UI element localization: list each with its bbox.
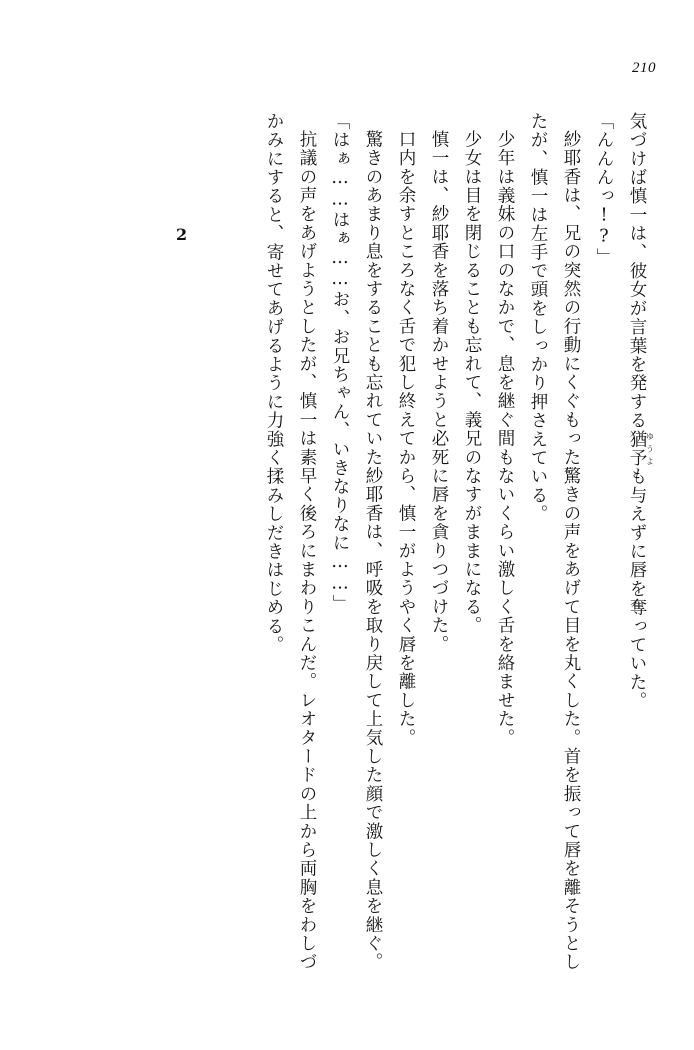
paragraph-3: 紗耶香は、兄の突然の行動にくぐもった驚きの声をあげて目を丸くした。首を振って唇を離そうとしたが、慎一は左手で頭をしっかり押さえている。 bbox=[528, 112, 581, 971]
paragraph-7: 口内を余すところなく舌で犯し終えてから、慎一がようやく唇を離した。 bbox=[396, 129, 416, 747]
paragraph-1: 気づけば慎一は、彼女が言葉を発する猶予ゆうよも与えずに唇を奪っていた。 bbox=[627, 112, 655, 711]
paragraph-5: 少女は目を閉じることも忘れて、義兄のなすがままになる。 bbox=[462, 129, 482, 635]
page-number: 210 bbox=[632, 60, 656, 76]
section-marker: 2 bbox=[176, 225, 188, 244]
paragraph-6: 慎一は、紗耶香を落ち着かせようと必死に唇を貪りつづけた。 bbox=[429, 129, 449, 654]
paragraph-9: 「はぁ……はぁ……お、お兄ちゃん、いきなりなに……」 bbox=[330, 112, 350, 614]
paragraph-2: 「んんんっ!?」 bbox=[594, 112, 614, 267]
paragraph-4: 少年は義妹の口のなかで、息を継ぐ間もないくらい激しく舌を絡ませた。 bbox=[495, 129, 515, 747]
page-body-text bbox=[79, 112, 654, 984]
ruby-yuuyo: 猶予ゆうよ bbox=[627, 429, 655, 468]
paragraph-8: 驚きのあまり息をすることも忘れていた紗耶香は、呼吸を取り戻して上気した顔で激しく息を継ぐ。 bbox=[363, 129, 383, 971]
paragraph-10: 抗議の声をあげようとしたが、慎一は素早く後ろにまわりこんだ。レオタードの上から両胸をわしづかみにすると、寄せてあげるように力強く揉みしだきはじめる。 bbox=[264, 112, 317, 971]
